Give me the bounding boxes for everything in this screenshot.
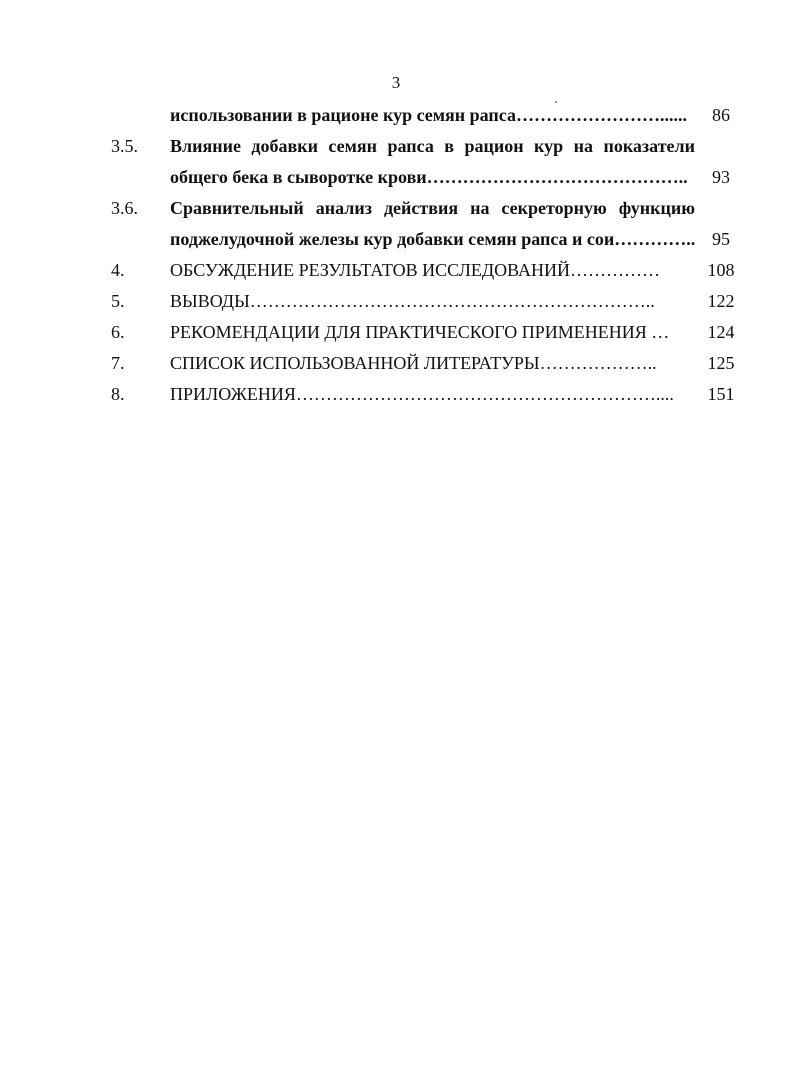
scan-dot xyxy=(555,101,557,103)
toc-entry-title: общего бека в сыворотке крови…………………………………….. xyxy=(170,167,688,187)
toc-entry-number: 3.6. xyxy=(111,198,138,218)
toc-entry-page: 124 xyxy=(707,322,735,342)
toc-entry-page: 108 xyxy=(707,260,735,280)
toc-entry-number: 5. xyxy=(111,291,125,311)
toc-entry-title: поджелудочной железы кур добавки семян рапса и сои………….. xyxy=(170,229,695,249)
toc-entry-title: Влияние добавки семян рапса в рацион кур на показатели xyxy=(170,136,695,156)
page-number: 3 xyxy=(391,73,401,92)
toc-entry-page: 95 xyxy=(712,229,730,249)
toc-entry-title: Сравнительный анализ действия на секреторную функцию xyxy=(170,198,695,218)
toc-entry-page: 151 xyxy=(707,384,735,404)
toc-entry-number: 3.5. xyxy=(111,136,138,156)
toc-entry-number: 4. xyxy=(111,260,125,280)
toc-entry-page: 122 xyxy=(707,291,735,311)
toc-entry-page: 93 xyxy=(712,167,730,187)
toc-entry-number: 7. xyxy=(111,353,125,373)
toc-entry-title: использовании в рационе кур семян рапса……………………...... xyxy=(170,105,688,125)
toc-entry-number: 6. xyxy=(111,322,125,342)
toc-entry-number: 8. xyxy=(111,384,125,404)
toc-entry-page: 125 xyxy=(707,353,735,373)
toc-entry-title: СПИСОК ИСПОЛЬЗОВАННОЙ ЛИТЕРАТУРЫ……………….. xyxy=(170,353,657,373)
toc-entry-page: 86 xyxy=(712,105,730,125)
toc-entry-title: ВЫВОДЫ………………………………………………………….. xyxy=(170,291,655,311)
toc-entry-title: ОБСУЖДЕНИЕ РЕЗУЛЬТАТОВ ИССЛЕДОВАНИЙ…………… xyxy=(170,260,661,280)
toc-entry-title: РЕКОМЕНДАЦИИ ДЛЯ ПРАКТИЧЕСКОГО ПРИМЕНЕНИЯ … xyxy=(170,322,670,342)
toc-entry-title: ПРИЛОЖЕНИЯ…………………………………………………….... xyxy=(170,384,674,404)
